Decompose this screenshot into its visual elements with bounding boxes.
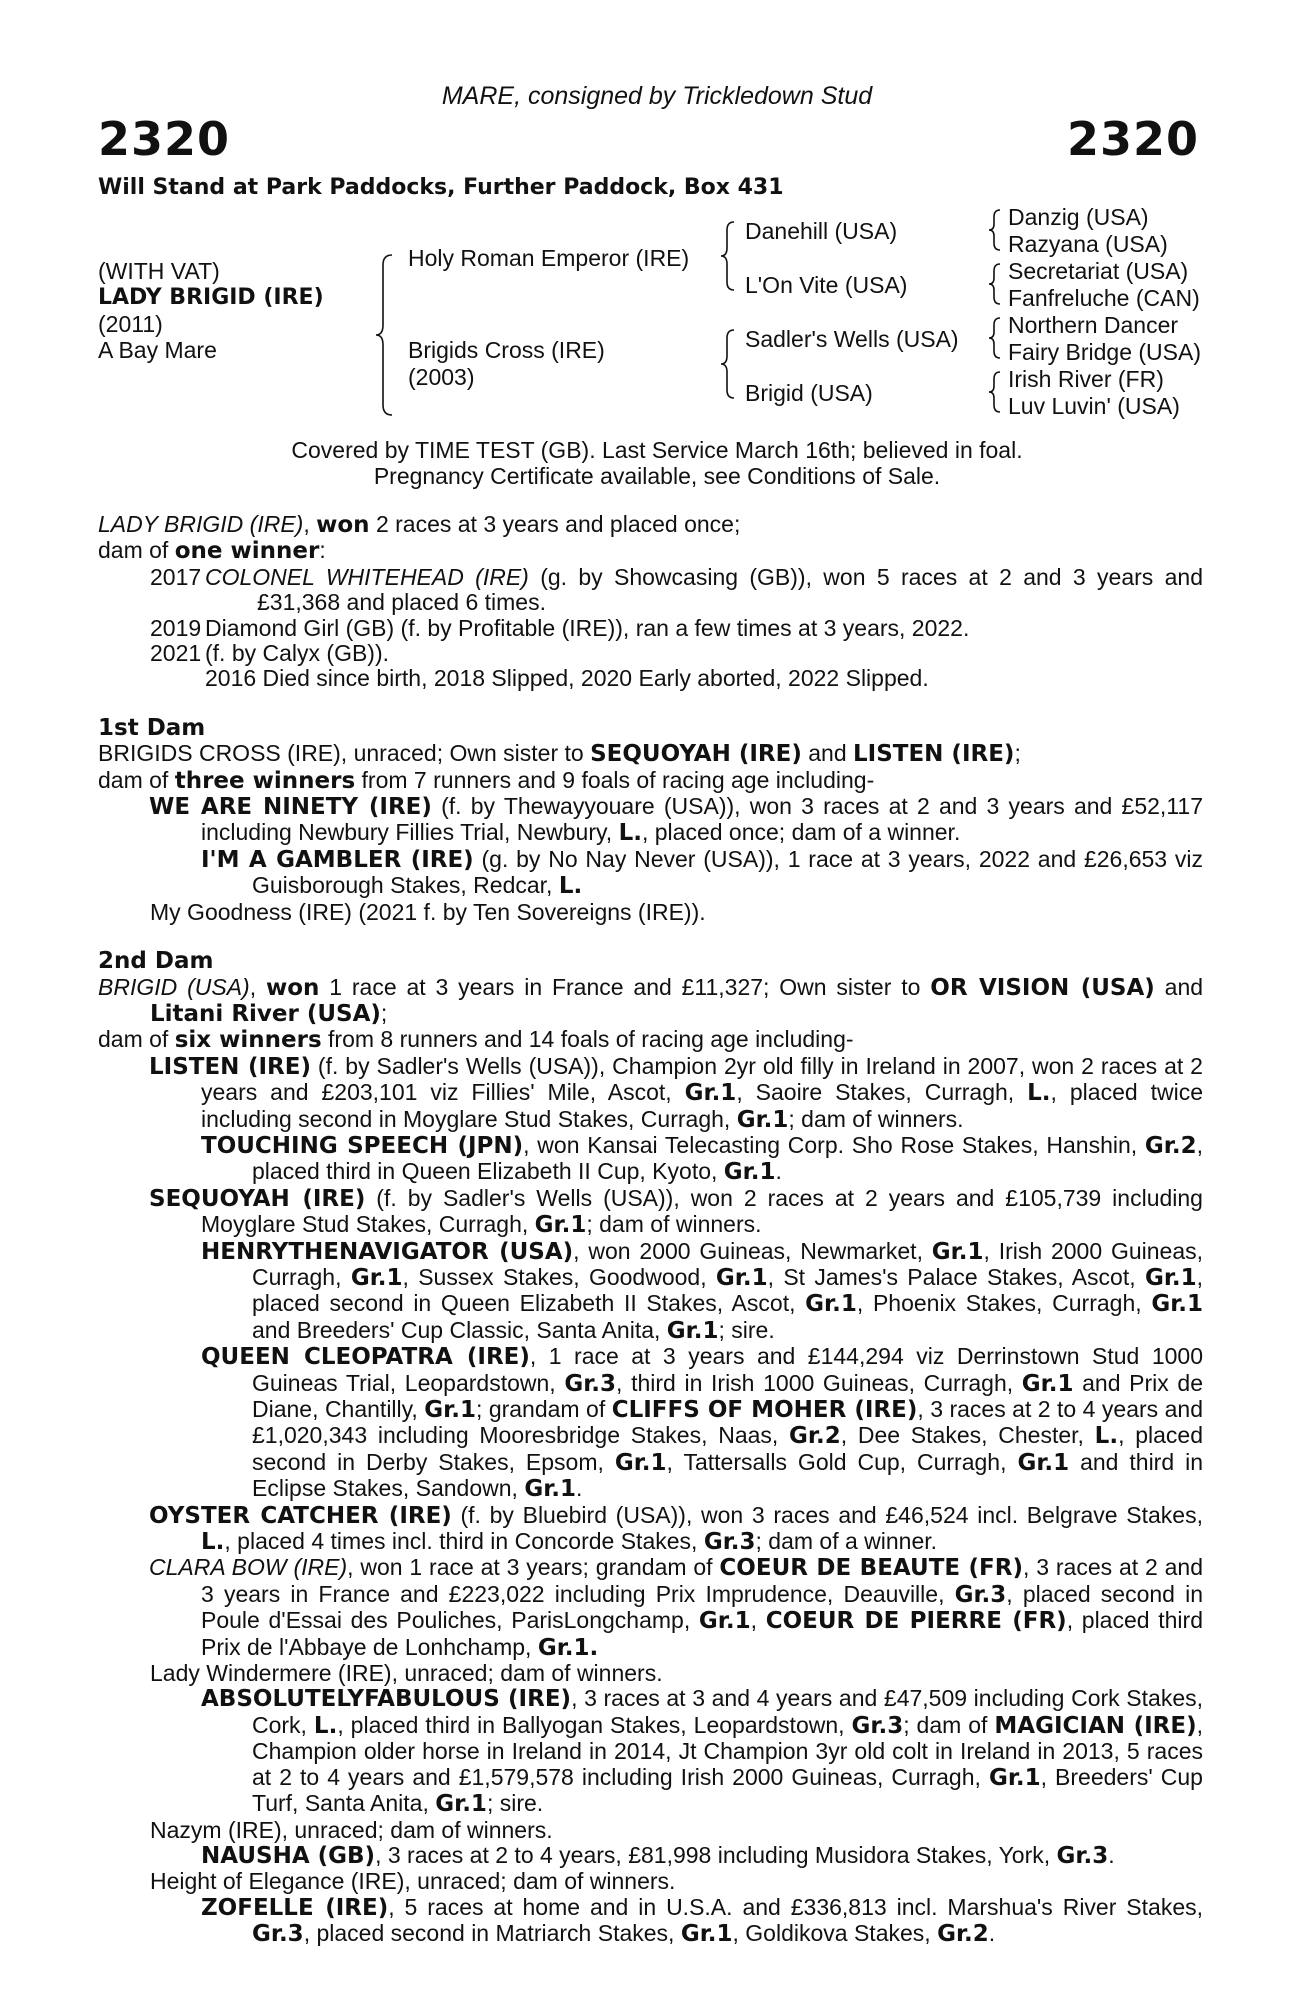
progeny-details: , won 1 race at 3 years; grandam of — [347, 1554, 720, 1581]
progeny-details: , third in Irish 1000 Guineas, Curragh, — [616, 1369, 1022, 1396]
grade: Gr.1 — [698, 1608, 751, 1635]
grade: Gr.2 — [937, 1921, 989, 1948]
grade: Gr.1 — [666, 1317, 719, 1344]
first-dam-intro — [98, 741, 1203, 767]
progeny-entry — [98, 794, 1203, 847]
first-dam-heading: 1st Dam — [98, 714, 206, 741]
gen4-8: Luv Luvin' (USA) — [1008, 393, 1180, 419]
progeny-details: and Prix de Diane, Chantilly, — [252, 1369, 1203, 1422]
foal-year — [98, 666, 205, 691]
progeny-entry — [98, 1186, 1203, 1239]
progeny-details: , placed third in Queen Elizabeth II Cup, Kyoto, — [252, 1131, 1203, 1185]
progeny-details: , placed third Prix de l'Abbaye de Lonhchamp, — [201, 1607, 1203, 1660]
lot-number-left: 2320 — [98, 112, 231, 166]
grade: Gr.1 — [524, 1476, 577, 1503]
progeny-details: , placed third in Ballyogan Stakes, Leopardstown, — [337, 1711, 852, 1738]
gen4-2: Razyana (USA) — [1008, 231, 1168, 257]
grade: Gr.3 — [954, 1581, 1007, 1608]
grade: Gr.1 — [805, 1291, 857, 1318]
consignment-line: MARE, consigned by Trickledown Stud — [441, 82, 873, 110]
progeny-details: ; dam of a winner. — [755, 1528, 938, 1555]
foal-text — [205, 565, 1203, 616]
grade: Gr.3 — [564, 1370, 617, 1397]
punct: . — [1108, 1841, 1115, 1868]
progeny-name: NAUSHA (GB) — [201, 1842, 376, 1869]
progeny-details: , placed second in Poule d'Essai des Pouliches, ParisLongchamp, — [201, 1580, 1203, 1634]
progeny-entry — [98, 1239, 1203, 1345]
other-produce: 2016 Died since birth, 2018 Slipped, 2020 Early aborted, 2022 Slipped. — [205, 665, 929, 692]
grade: Gr.3 — [703, 1529, 756, 1556]
dam-of-label: dam of — [98, 537, 175, 564]
progeny-details: (f. by Sadler's Wells (USA)), Champion 2yr old filly in Ireland in 2007, won 2 races at 2 years and £203,101 viz Fillies' Mile, Ascot, — [201, 1052, 1203, 1106]
grade: Gr.2 — [789, 1423, 841, 1450]
winner-count: one winner — [174, 538, 320, 565]
grade: L. — [313, 1712, 338, 1739]
dam-of-label: dam of — [98, 1026, 175, 1053]
sibling-name: OR VISION (USA) — [930, 974, 1155, 1001]
first-dam-dam-of — [98, 768, 1203, 794]
foal-row — [98, 616, 1203, 641]
grade: Gr.1 — [534, 1212, 587, 1239]
grade: Gr.1 — [537, 1634, 590, 1661]
progeny-name: WE ARE NINETY (IRE) — [149, 794, 432, 821]
horse-name: LADY BRIGID (IRE) — [98, 285, 324, 310]
progeny-details: ; dam of — [903, 1711, 995, 1738]
progeny-details: ; sire. — [486, 1790, 544, 1817]
punct: , — [750, 1607, 766, 1634]
foal-year: 2021 — [150, 640, 202, 667]
progeny-name: COEUR DE BEAUTE (FR) — [719, 1555, 1023, 1582]
progeny-entry: Nazym (IRE), unraced; dam of winners. — [150, 1816, 553, 1843]
gen3-4: Brigid (USA) — [745, 380, 873, 406]
progeny-details: , 1 race at 3 years and £144,294 viz Derrinstown Stud 1000 Guineas Trial, Leopardstown, — [252, 1343, 1203, 1396]
dam-year: (2003) — [408, 364, 475, 390]
cover-line-1: Covered by TIME TEST (GB). Last Service March 16th; believed in foal. — [291, 437, 1023, 463]
progeny-entry — [98, 1503, 1203, 1556]
grade: L. — [558, 873, 583, 900]
punct: . — [775, 1158, 782, 1185]
winner-count: six winners — [174, 1027, 322, 1054]
stand-location: Will Stand at Park Paddocks, Further Paddock, Box 431 — [98, 175, 784, 200]
grade: Gr.1 — [931, 1238, 984, 1265]
progeny-name: OYSTER CATCHER (IRE) — [149, 1502, 452, 1529]
progeny-name: LISTEN (IRE) — [149, 1053, 311, 1080]
punct: ; — [1014, 740, 1021, 767]
progeny-details: , Goldikova Stakes, — [732, 1920, 938, 1947]
grade: Gr.1 — [715, 1264, 768, 1291]
cover-line-2: Pregnancy Certificate available, see Conditions of Sale. — [373, 463, 941, 489]
gen4-5: Northern Dancer — [1008, 312, 1179, 338]
mare-name: LADY BRIGID (IRE) — [98, 511, 304, 537]
progeny-details: ; dam of winners. — [788, 1105, 964, 1132]
foal-year: 2017 — [150, 563, 202, 590]
grade: Gr.1 — [350, 1264, 403, 1291]
grade: Gr.1 — [736, 1106, 789, 1133]
progeny-details: and third in Eclipse Stakes, Sandown, — [252, 1448, 1203, 1502]
progeny-details: , placed once; dam of a winner. — [641, 819, 961, 846]
second-dam-name: BRIGID (USA) — [98, 973, 250, 1000]
dam-name: Brigids Cross (IRE) — [408, 337, 605, 363]
gen4-6: Fairy Bridge (USA) — [1008, 339, 1201, 365]
horse-description: A Bay Mare — [98, 337, 217, 363]
progeny-details: , 3 races at 2 to 4 years, £81,998 including Musidora Stakes, York, — [375, 1841, 1057, 1868]
second-dam-heading: 2nd Dam — [98, 948, 214, 975]
progeny-details: , placed second in Matriarch Stakes, — [303, 1920, 681, 1947]
progeny-entry — [98, 847, 1203, 900]
gen3-1: Danehill (USA) — [745, 218, 898, 244]
grade: Gr.3 — [252, 1921, 304, 1948]
progeny-name: MAGICIAN (IRE) — [994, 1712, 1197, 1739]
grade: L. — [201, 1529, 225, 1556]
foal-name: COLONEL WHITEHEAD (IRE) — [205, 563, 529, 590]
race-record: 1 race at 3 years in France and £11,327; Own sister to — [319, 973, 931, 1000]
grade: Gr.1 — [1144, 1264, 1197, 1291]
foal-year: 2019 — [150, 614, 202, 641]
gen4-4: Fanfreluche (CAN) — [1008, 285, 1200, 311]
grade: Gr.1 — [435, 1791, 487, 1818]
grade: Gr.1 — [684, 1080, 737, 1107]
progeny-details: ; dam of winners. — [586, 1211, 762, 1238]
horse-year: (2011) — [98, 311, 163, 337]
progeny-entry — [98, 1555, 1203, 1661]
progeny-details: ; sire. — [718, 1316, 775, 1343]
progeny-details: , won 2000 Guineas, Newmarket, — [573, 1237, 932, 1264]
grade: L. — [618, 820, 642, 847]
grade: Gr.1 — [1021, 1370, 1074, 1397]
dam-of-label: dam of — [98, 766, 175, 793]
grade: Gr.1 — [723, 1159, 776, 1186]
progeny-details: , Saoire Stakes, Curragh, — [736, 1079, 1028, 1106]
progeny-name: TOUCHING SPEECH (JPN) — [201, 1132, 524, 1159]
lot-number-right: 2320 — [1066, 112, 1199, 166]
grade: Gr.1 — [1151, 1291, 1204, 1318]
progeny-details: , 3 races at 2 and 3 years in France and £223,022 including Prix Imprudence, Deauville, — [201, 1554, 1203, 1607]
progeny-details: , Phoenix Stakes, Curragh, — [856, 1290, 1152, 1317]
gen3-2: L'On Vite (USA) — [745, 272, 908, 298]
grade: Gr.1 — [614, 1449, 667, 1476]
progeny-details: , Tattersalls Gold Cup, Curragh, — [666, 1448, 1018, 1475]
progeny-entry: My Goodness (IRE) (2021 f. by Ten Sovereigns (IRE)). — [150, 898, 706, 925]
progeny-details: , St James's Palace Stakes, Ascot, — [767, 1263, 1145, 1290]
foal-details: (g. by Showcasing (GB)), won 5 races at 2 and 3 years and £31,368 and placed 6 times. — [257, 563, 1203, 616]
progeny-details: , Irish 2000 Guineas, Curragh, — [252, 1237, 1204, 1290]
mare-record: LADY BRIGID (IRE), won 2 races at 3 years and placed once; — [98, 511, 741, 538]
progeny-details: , placed twice including second in Moyglare Stud Stakes, Curragh, — [201, 1079, 1203, 1132]
gen4-3: Secretariat (USA) — [1008, 258, 1189, 284]
progeny-details: ; grandam of — [475, 1396, 612, 1422]
progeny-name: I'M A GAMBLER (IRE) — [201, 846, 474, 873]
progeny-details: , won Kansai Telecasting Corp. Sho Rose Stakes, Hanshin, — [523, 1131, 1145, 1158]
first-dam-name: BRIGIDS CROSS (IRE), unraced; Own sister to — [98, 740, 591, 767]
mare-race-record: 2 races at 3 years and placed once; — [369, 511, 741, 537]
foal-row — [98, 565, 1203, 616]
progeny-entry — [98, 1054, 1203, 1133]
progeny-details: , 3 races at 3 and 4 years and £47,509 including Cork Stakes, Cork, — [252, 1685, 1203, 1738]
foal-row — [98, 641, 1203, 666]
progeny-details: , 3 races at 2 to 4 years and £1,020,343 including Mooresbridge Stakes, Naas, — [252, 1396, 1203, 1449]
produce-record — [98, 512, 1203, 1948]
progeny-details: , placed 4 times incl. third in Concorde Stakes, — [224, 1528, 704, 1555]
progeny-entry — [98, 1843, 1203, 1869]
progeny-details: and Breeders' Cup Classic, Santa Anita, — [252, 1316, 667, 1343]
progeny-entry — [98, 1895, 1203, 1948]
progeny-entry — [98, 1133, 1203, 1186]
winner-count: three winners — [174, 767, 356, 794]
second-dam-intro: BRIGID (USA), won 1 race at 3 years in France and £11,327; Own sister to OR VISION (USA) and Litani River (USA); — [98, 973, 1204, 1027]
progeny-details: (f. by Thewayyouare (USA)), won 3 races at 2 and 3 years and £52,117 including Newbury Fillies Trial, Newbury, — [201, 793, 1203, 846]
sibling-name: SEQUOYAH (IRE) — [590, 741, 802, 768]
progeny-name: HENRYTHENAVIGATOR (USA) — [201, 1238, 574, 1265]
grade: Gr.1 — [680, 1921, 733, 1948]
sibling-name: LISTEN (IRE) — [853, 741, 1015, 768]
grade: Gr.1 — [988, 1764, 1041, 1791]
pedigree-braces — [0, 0, 1314, 430]
progeny-details: (f. by Bluebird (USA)), won 3 races and £46,524 incl. Belgrave Stakes, — [451, 1501, 1203, 1528]
vat-label: (WITH VAT) — [98, 258, 220, 284]
punct: . — [576, 1475, 583, 1502]
grade: Gr.1 — [1017, 1449, 1070, 1476]
progeny-entry: Height of Elegance (IRE), unraced; dam of winners. — [150, 1868, 676, 1895]
progeny-details: , 5 races at home and in U.S.A. and £336,813 incl. Marshua's River Stakes, — [388, 1893, 1204, 1920]
colon: : — [319, 537, 326, 564]
gen3-3: Sadler's Wells (USA) — [745, 326, 959, 352]
grade: Gr.3 — [1056, 1842, 1109, 1869]
progeny-entry — [98, 1686, 1203, 1817]
conj: and — [1154, 973, 1204, 1000]
grade: Gr.2 — [1144, 1132, 1197, 1159]
sire-name: Holy Roman Emperor (IRE) — [408, 245, 690, 271]
progeny-details: , Sussex Stakes, Goodwood, — [402, 1263, 716, 1290]
won-label: won — [265, 974, 320, 1001]
progeny-entry: Lady Windermere (IRE), unraced; dam of winners. — [150, 1660, 663, 1687]
won-label: won — [316, 512, 370, 538]
progeny-details: , Champion older horse in Ireland in 2014, Jt Champion 3yr old colt in Ireland in 2013, 5 races at 2 to 4 years and £1,579,578 including Irish 2000 Guineas, Curragh, — [252, 1711, 1204, 1790]
conj: and — [801, 740, 853, 767]
progeny-details: , Dee Stakes, Chester, — [840, 1422, 1095, 1449]
grade: Gr.3 — [851, 1712, 904, 1739]
progeny-name: ZOFELLE (IRE) — [201, 1894, 389, 1921]
sibling-name: Litani River (USA) — [150, 1000, 381, 1027]
progeny-details: , Breeders' Cup Turf, Santa Anita, — [252, 1763, 1203, 1817]
gen4-7: Irish River (FR) — [1008, 366, 1164, 392]
progeny-name: ABSOLUTELYFABULOUS (IRE) — [201, 1686, 572, 1713]
progeny-details: , placed second in Derby Stakes, Epsom, — [252, 1422, 1203, 1475]
mare-dam-of — [98, 538, 1203, 564]
foal-details: Diamond Girl (GB) (f. by Profitable (IRE)), ran a few times at 3 years, 2022. — [205, 614, 970, 641]
progeny-details: (g. by No Nay Never (USA)), 1 race at 3 years, 2022 and £26,653 viz Guisborough Stakes, Redcar, — [252, 845, 1203, 899]
foal-row — [98, 666, 1203, 691]
runners-info: from 7 runners and 9 foals of racing age including- — [355, 766, 875, 793]
second-dam-dam-of — [98, 1027, 1203, 1053]
grade: L. — [1027, 1080, 1051, 1107]
punct: . — [589, 1634, 599, 1661]
progeny-name: COEUR DE PIERRE (FR) — [765, 1608, 1067, 1635]
progeny-details: , placed second in Queen Elizabeth II Stakes, Ascot, — [252, 1263, 1204, 1317]
foal-details: (f. by Calyx (GB)). — [205, 640, 390, 667]
progeny-name: SEQUOYAH (IRE) — [149, 1185, 366, 1212]
progeny-name: CLARA BOW (IRE) — [149, 1554, 348, 1581]
punct: ; — [380, 999, 388, 1026]
progeny-details: (f. by Sadler's Wells (USA)), won 2 races at 2 years and £105,739 including Moyglare Stud Stakes, Curragh, — [201, 1184, 1203, 1238]
gen4-1: Danzig (USA) — [1008, 204, 1149, 230]
runners-info: from 8 runners and 14 foals of racing age including- — [321, 1026, 854, 1053]
progeny-entry — [98, 1344, 1203, 1502]
grade: Gr.1 — [424, 1397, 476, 1423]
progeny-name: CLIFFS OF MOHER (IRE) — [611, 1397, 918, 1423]
grade: L. — [1094, 1423, 1119, 1450]
punct: . — [988, 1920, 996, 1947]
progeny-name: QUEEN CLEOPATRA (IRE) — [201, 1344, 530, 1371]
